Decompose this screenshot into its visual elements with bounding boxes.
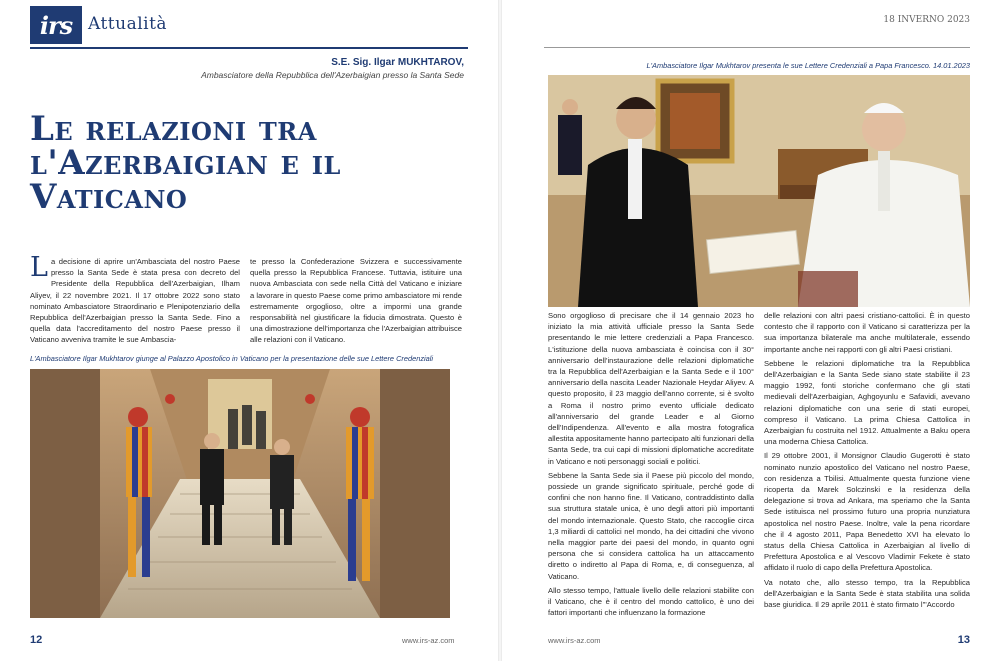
- dropcap: L: [30, 252, 48, 283]
- issue-label: 18 INVERNO 2023: [883, 15, 970, 25]
- right-col1-paragraph-3: Allo stesso tempo, l'attuale livello delle relazioni stabilite con il Vaticano, che è il centro del mondo cattolico, è uno dei fattori importanti che influenzano la formazione: [548, 585, 754, 618]
- right-column-1: [548, 310, 754, 618]
- swiss-guard-staircase-illustration: [30, 369, 450, 618]
- footer-url-right: www.irs-az.com: [548, 636, 601, 645]
- right-col1-paragraph-2: Sebbene la Santa Sede sia il Paese più piccolo del mondo, possiede un grande significato spirituale, perché gode di confini che non hanno fine. Il Vaticano, contraddistinto dalla sua struttura statale unica, è uno degli attori più importanti del mondo internazionale. Questo Stato, che raccoglie circa 1,3 miliardi di cattolici nel mondo, ha dei cittadini che vivono nella maggior parte dei paesi del mondo, in quanto ogni persona che si considera cattolica ha un attaccamento diretto o indiretto al Papa di Roma, e, di conseguenza, al Vaticano.: [548, 470, 754, 581]
- page-number-left: 12: [30, 634, 43, 646]
- right-col1-paragraph-1: Sono orgoglioso di precisare che il 14 gennaio 2023 ho iniziato la mia attività ufficiale presso la Santa Sede presentando le mie lettere credenziali a Papa Francesco. L'istituzione della nuova ambasciata è coincisa con il 30° anniversario dell'instaurazione delle relazioni diplomatiche tra la Repubblica dell'Azerbaigian e la Santa Sede e il 100° anniversario della nascita Leader Nazionale Heydar Aliyev. A questo proposito, il 23 maggio dell'anno corrente, si è svolto a Roma il nostro primo evento ufficiale dedicato all'anniversario del grande Leader e al Giorno dell'Indipendenza. All'evento e alla mostra fotografica allestita appositamente hanno partecipato alti funzionari della Santa Sede, tra cui capi di missioni diplomatiche accreditate in Vaticano e noti personaggi sociali e politici.: [548, 311, 754, 466]
- irs-logo: irs: [30, 6, 82, 44]
- right-col2-paragraph-4: Va notato che, allo stesso tempo, tra la Repubblica dell'Azerbaigian e la Santa Sede è stata stabilita una solida base giuridica. Il 29 aprile 2011 è stato firmato l'"Accordo: [764, 577, 970, 610]
- author-role: Ambasciatore della Repubblica dell'Azerbaigian presso la Santa Sede: [201, 70, 464, 80]
- right-col2-paragraph-1: delle relazioni con altri paesi cristiano-cattolici. È in questo contesto che il rapporto con il Vaticano si caratterizza per la sua importanza bilaterale ma anche multilaterale, essendo importante anche nei rapporti con gli altri Paesi cristiani.: [764, 311, 970, 354]
- left-photo-caption: L'Ambasciatore Ilgar Mukhtarov giunge al Palazzo Apostolico in Vaticano per la presentazione delle sue Lettere Credenziali: [30, 354, 434, 363]
- left-column-2: [250, 256, 462, 346]
- header-rule: [30, 47, 468, 49]
- page-number-right: 13: [957, 634, 970, 646]
- right-page: [502, 0, 1000, 661]
- header-rule-right: [544, 47, 970, 48]
- right-column-2: [764, 310, 970, 610]
- article-title: Le relazioni tra l'Azerbaigian e il Vaticano: [30, 109, 341, 217]
- right-col2-paragraph-2: Sebbene le relazioni diplomatiche tra la Repubblica dell'Azerbaigian e la Santa Sede siano state stabilite il 23 maggio 1992, fonti storiche confermano che gli stati medievali dell'Azerbaigian, Aghgoyunlu e Safavidi, avevano relazioni diplomatiche con una serie di stati europei, compreso il Vaticano. La prima Chiesa Cattolica in Azerbaigian fu costruita nel 1912. Attualmente a Baku opera una moderna Chiesa Cattolica.: [764, 358, 970, 447]
- left-col2-text: te presso la Confederazione Svizzera e successivamente quella presso la Repubblica Francese. Tuttavia, istituire una nuova Ambasciata con sede nella Città del Vaticano e iniziare a lavorare in questo Paese come primo ambasciatore mi rende estremamente orgoglioso, oltre a impormi una grande responsabilità nel giustificare la fiducia dimostrata. Questo è una dimostrazione dell'importanza che l'Azerbaigian attribuisce alle relazioni con il Vaticano.: [250, 257, 462, 345]
- section-label: Attualità: [88, 14, 168, 34]
- credentials-presentation-illustration: [548, 75, 970, 307]
- right-photo-caption: L'Ambasciatore Ilgar Mukhtarov presenta le sue Lettere Credenziali a Papa Francesco. 14.01.2023: [646, 61, 970, 70]
- credentials-presentation-photo: [548, 75, 970, 307]
- left-col1-text: a decisione di aprire un'Ambasciata del nostro Paese presso la Santa Sede è stata presa con decreto del Presidente della Repubblica dell'Azerbaigian, Ilham Aliyev, il 22 novembre 2021. Il 17 ottobre 2022 sono stato nominato Ambasciatore Straordinario e Plenipotenziario della Repubblica dell'Azerbaigian presso la Santa Sede. Fino a quella data l'accreditamento del nostro Paese presso il Vaticano avveniva tramite le sue Ambascia-: [30, 257, 240, 345]
- right-col2-paragraph-3: Il 29 ottobre 2001, il Monsignor Claudio Gugerotti è stato nominato nunzio apostolico del Vaticano nel nostro Paese, con residenza a Tbilisi. Attualmente questa funzione viene ricoperta da Marek Solczinski e la residenza della delegazione si trova ad Ankara, ma speriamo che la Santa Sede istituisca nel prossimo futuro una propria nunziatura apostolica nel nostro Paese. Inoltre, vale la pena ricordare che il 4 agosto 2011, Papa Benedetto XVI ha elevato lo status della Chiesa Cattolica in Azerbaigian al livello di Prefettura Apostolica e al Vescovo Vladimir Fekete è stato affidato il ruolo di capo della Prefettura Apostolica.: [764, 451, 970, 573]
- left-column-1: [30, 252, 240, 346]
- swiss-guard-staircase-photo: [30, 369, 450, 618]
- footer-url-left: www.irs-az.com: [402, 636, 455, 645]
- author-name: S.E. Sig. Ilgar MUKHTAROV,: [331, 57, 464, 68]
- left-page: [0, 0, 498, 661]
